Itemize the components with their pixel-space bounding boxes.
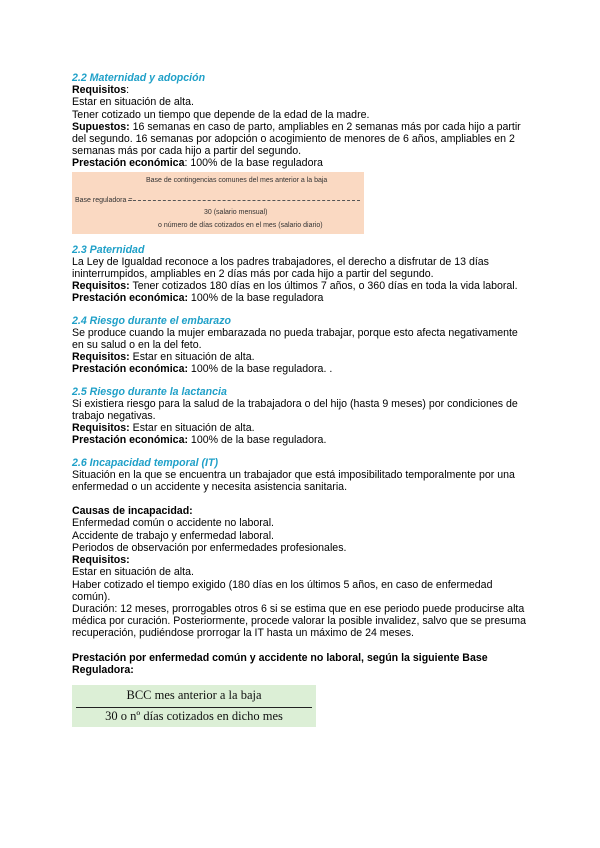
prestacion-label: Prestación económica:	[72, 363, 188, 376]
prestacion-heading	[72, 652, 532, 676]
requisitos-line	[72, 351, 532, 363]
requisitos-label: Requisitos	[72, 84, 127, 97]
riesgo-lactancia-text: Si existiera riesgo para la salud de la trabajadora o del hijo (hasta 9 meses) por condiciones de trabajo negativas.	[72, 397, 518, 423]
formula-divider	[128, 200, 360, 201]
prestacion-text: 100% de la base reguladora	[187, 292, 324, 305]
causa-item: Accidente de trabajo y enfermedad laboral.	[72, 529, 274, 542]
formula-denominator-1: 30 (salario mensual)	[204, 208, 268, 216]
supuestos-text: 16 semanas en caso de parto, ampliables en 2 semanas más por cada hijo a partir del segundo. 16 semanas por adopción o acogimiento de menores de 6 años, ampliables en 2 semanas más por cada hijo a partir del segundo.	[72, 120, 521, 158]
causas-heading	[72, 505, 532, 517]
causa-item: Periodos de observación por enfermedades profesionales.	[72, 541, 347, 554]
section-title-riesgo-embarazo: 2.4 Riesgo durante el embarazo	[72, 314, 231, 327]
requisito-item: Tener cotizado un tiempo que depende de la edad de la madre.	[72, 108, 370, 121]
incapacidad-text: Situación en la que se encuentra un trabajador que está imposibilitado temporalmente por una enfermedad o un accidente y necesita asistencia sanitaria.	[72, 468, 515, 494]
prestacion-label: Prestación económica:	[72, 292, 188, 305]
requisitos-line	[72, 84, 532, 96]
formula-label: Base reguladora =	[75, 196, 133, 204]
prestacion-text: 100% de la base reguladora.	[187, 434, 327, 447]
document-page	[72, 72, 532, 727]
prestacion-text: 100% de la base reguladora. .	[187, 363, 333, 376]
requisitos-label: Requisitos:	[72, 422, 130, 435]
requisitos-line	[72, 280, 532, 292]
riesgo-embarazo-text: Se produce cuando la mujer embarazada no pueda trabajar, porque esto afecta negativamente en su salud o en la del feto.	[72, 326, 518, 352]
prestacion-label: Prestación económica	[72, 157, 185, 170]
requisito-item: Estar en situación de alta.	[72, 566, 194, 579]
causas-label: Causas de incapacidad:	[72, 505, 193, 518]
formula-denominator-2: o número de días cotizados en el mes (salario diario)	[158, 221, 323, 229]
requisitos-label: Requisitos:	[72, 554, 130, 567]
prestacion-line	[72, 363, 532, 375]
duracion-paragraph: Duración: 12 meses, prorrogables otros 6 si se estima que en ese periodo puede producirse alta médica por curación. Posteriormente, procede valorar la posible invalidez, salvo que se presuma recuperación, pudiéndose prorrogar la IT hasta un máximo de 24 meses.	[72, 602, 527, 640]
section-title-incapacidad-temporal: 2.6 Incapacidad temporal (IT)	[72, 456, 218, 469]
requisitos-text: Tener cotizados 180 días en los últimos 7 años, o 360 días en toda la vida laboral.	[129, 280, 518, 293]
formula-box-incapacidad	[72, 685, 316, 727]
formula-numerator: Base de contingencias comunes del mes anterior a la baja	[146, 176, 328, 184]
causa-item: Enfermedad común o accidente no laboral.	[72, 517, 274, 530]
requisitos-text: Estar en situación de alta.	[129, 422, 255, 435]
formula-divider	[76, 707, 312, 708]
section-title-riesgo-lactancia: 2.5 Riesgo durante la lactancia	[72, 385, 227, 398]
prestacion-text: : 100% de la base reguladora	[184, 157, 323, 170]
requisitos-label: Requisitos:	[72, 280, 130, 293]
prestacion-heading-text: Prestación por enfermedad común y accidente no laboral, según la siguiente Base Reguladora:	[72, 651, 488, 676]
requisito-item: Haber cotizado el tiempo exigido (180 días en los últimos 5 años, en caso de enfermedad común).	[72, 578, 493, 603]
formula-box-maternidad	[72, 172, 364, 234]
section-title-paternidad: 2.3 Paternidad	[72, 243, 145, 256]
prestacion-line	[72, 157, 532, 169]
requisito-item: Estar en situación de alta.	[72, 96, 194, 109]
requisitos-text: Estar en situación de alta.	[129, 351, 255, 364]
requisitos-heading	[72, 554, 532, 566]
supuestos-label: Supuestos:	[72, 120, 130, 133]
requisitos-label: Requisitos:	[72, 351, 130, 364]
formula-numerator: BCC mes anterior a la baja	[126, 687, 262, 702]
supuestos-paragraph	[72, 121, 532, 158]
prestacion-line	[72, 292, 532, 304]
prestacion-line	[72, 434, 532, 446]
requisitos-line	[72, 422, 532, 434]
formula-denominator: 30 o nº días cotizados en dicho mes	[105, 708, 283, 723]
prestacion-label: Prestación económica:	[72, 434, 188, 447]
section-title-maternidad: 2.2 Maternidad y adopción	[72, 72, 206, 84]
requisitos-colon: :	[126, 84, 130, 97]
paternidad-text: La Ley de Igualdad reconoce a los padres trabajadores, el derecho a disfrutar de 13 días ininterrumpidos, ampliables en 2 días más por cada hijo a partir del segundo.	[72, 255, 489, 281]
